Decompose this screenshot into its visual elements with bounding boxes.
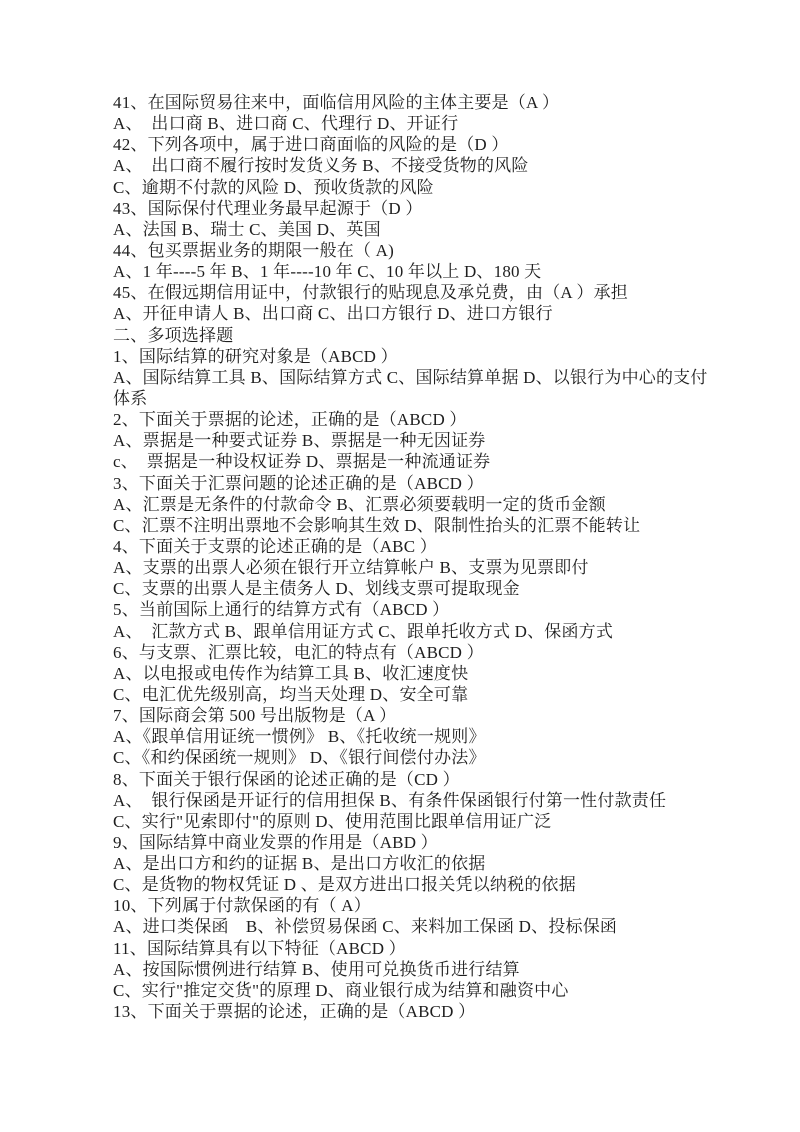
options-line: A、 银行保函是开证行的信用担保 B、有条件保函银行付第一性付款责任 bbox=[113, 790, 667, 810]
options-line: A、汇票是无条件的付款命令 B、汇票必须要载明一定的货币金额 bbox=[113, 494, 606, 514]
options-line: C、支票的出票人是主债务人 D、划线支票可提取现金 bbox=[113, 579, 520, 599]
question-line: 6、与支票、汇票比较，电汇的特点有（ABCD ） bbox=[113, 642, 484, 662]
options-line: A、1 年----5 年 B、1 年----10 年 C、10 年以上 D、180 天 bbox=[113, 262, 542, 282]
options-line: A、以电报或电传作为结算工具 B、收汇速度快 bbox=[113, 663, 469, 683]
options-line: A、国际结算工具 B、国际结算方式 C、国际结算单据 D、以银行为中心的支付 bbox=[113, 367, 708, 387]
question-line: 45、在假远期信用证中，付款银行的贴现息及承兑费，由（A ）承担 bbox=[113, 283, 628, 303]
options-line: A、 出口商不履行按时发货义务 B、不接受货物的风险 bbox=[113, 156, 529, 176]
question-line: 2、下面关于票据的论述，正确的是（ABCD ） bbox=[113, 410, 467, 430]
question-line: 7、国际商会第 500 号出版物是（A ） bbox=[113, 706, 397, 726]
options-line: A、 汇款方式 B、跟单信用证方式 C、跟单托收方式 D、保函方式 bbox=[113, 621, 614, 641]
options-line: A、票据是一种要式证券 B、票据是一种无因证券 bbox=[113, 431, 486, 451]
question-line: 13、下面关于票据的论述，正确的是（ABCD ） bbox=[113, 1002, 476, 1022]
options-line: C、汇票不注明出票地不会影响其生效 D、限制性抬头的汇票不能转让 bbox=[113, 515, 641, 535]
question-line: 10、下列属于付款保函的有（ A） bbox=[113, 896, 371, 916]
question-line: 41、在国际贸易往来中，面临信用风险的主体主要是（A ） bbox=[113, 93, 560, 112]
options-line: A、是出口方和约的证据 B、是出口方收汇的依据 bbox=[113, 854, 486, 874]
options-line: A、进口类保函 B、补偿贸易保函 C、来料加工保函 D、投标保函 bbox=[113, 917, 618, 937]
options-line: C、电汇优先级别高，均当天处理 D、安全可靠 bbox=[113, 684, 469, 704]
options-line: A、《跟单信用证统一惯例》 B、《托收统一规则》 bbox=[113, 727, 486, 747]
question-line: 5、当前国际上通行的结算方式有（ABCD ） bbox=[113, 600, 450, 620]
question-line: 1、国际结算的研究对象是（ABCD ） bbox=[113, 346, 398, 366]
options-line: A、 出口商 B、进口商 C、代理行 D、开证行 bbox=[113, 114, 459, 134]
options-line: A、法国 B、瑞士 C、美国 D、英国 bbox=[113, 219, 381, 239]
options-line: C、《和约保函统一规则》 D、《银行间偿付办法》 bbox=[113, 748, 486, 768]
options-line: c、 票据是一种设权证券 D、票据是一种流通证券 bbox=[113, 452, 491, 472]
question-line: 11、国际结算具有以下特征（ABCD ） bbox=[113, 938, 406, 958]
question-line: 42、下列各项中，属于进口商面临的风险的是（D ） bbox=[113, 135, 509, 155]
options-line: A、开征申请人 B、出口商 C、出口方银行 D、进口方银行 bbox=[113, 304, 553, 324]
section-heading: 二、多项选择题 bbox=[113, 325, 234, 345]
options-line: C、是货物的物权凭证 D 、是双方进出口报关凭以纳税的依据 bbox=[113, 875, 576, 895]
options-line: A、按国际惯例进行结算 B、使用可兑换货币进行结算 bbox=[113, 959, 520, 979]
options-line: C、实行"见索即付"的原则 D、使用范围比跟单信用证广泛 bbox=[113, 811, 552, 831]
question-line: 44、包买票据业务的期限一般在（ A) bbox=[113, 240, 394, 260]
question-line: 43、国际保付代理业务最早起源于（D ） bbox=[113, 198, 423, 218]
options-line: A、支票的出票人必须在银行开立结算帐户 B、支票为见票即付 bbox=[113, 558, 589, 578]
options-line: C、逾期不付款的风险 D、预收货款的风险 bbox=[113, 177, 434, 197]
exam-text-block bbox=[113, 92, 713, 1022]
question-line: 4、下面关于支票的论述正确的是（ABC ） bbox=[113, 536, 437, 556]
question-line: 9、国际结算中商业发票的作用是（ABD ） bbox=[113, 832, 438, 852]
question-line: 8、下面关于银行保函的论述正确的是（CD ） bbox=[113, 769, 460, 789]
options-line: C、实行"推定交货"的原理 D、商业银行成为结算和融资中心 bbox=[113, 980, 569, 1000]
question-line: 3、下面关于汇票问题的论述正确的是（ABCD ） bbox=[113, 473, 484, 493]
options-wrap-line: 体系 bbox=[113, 388, 148, 408]
